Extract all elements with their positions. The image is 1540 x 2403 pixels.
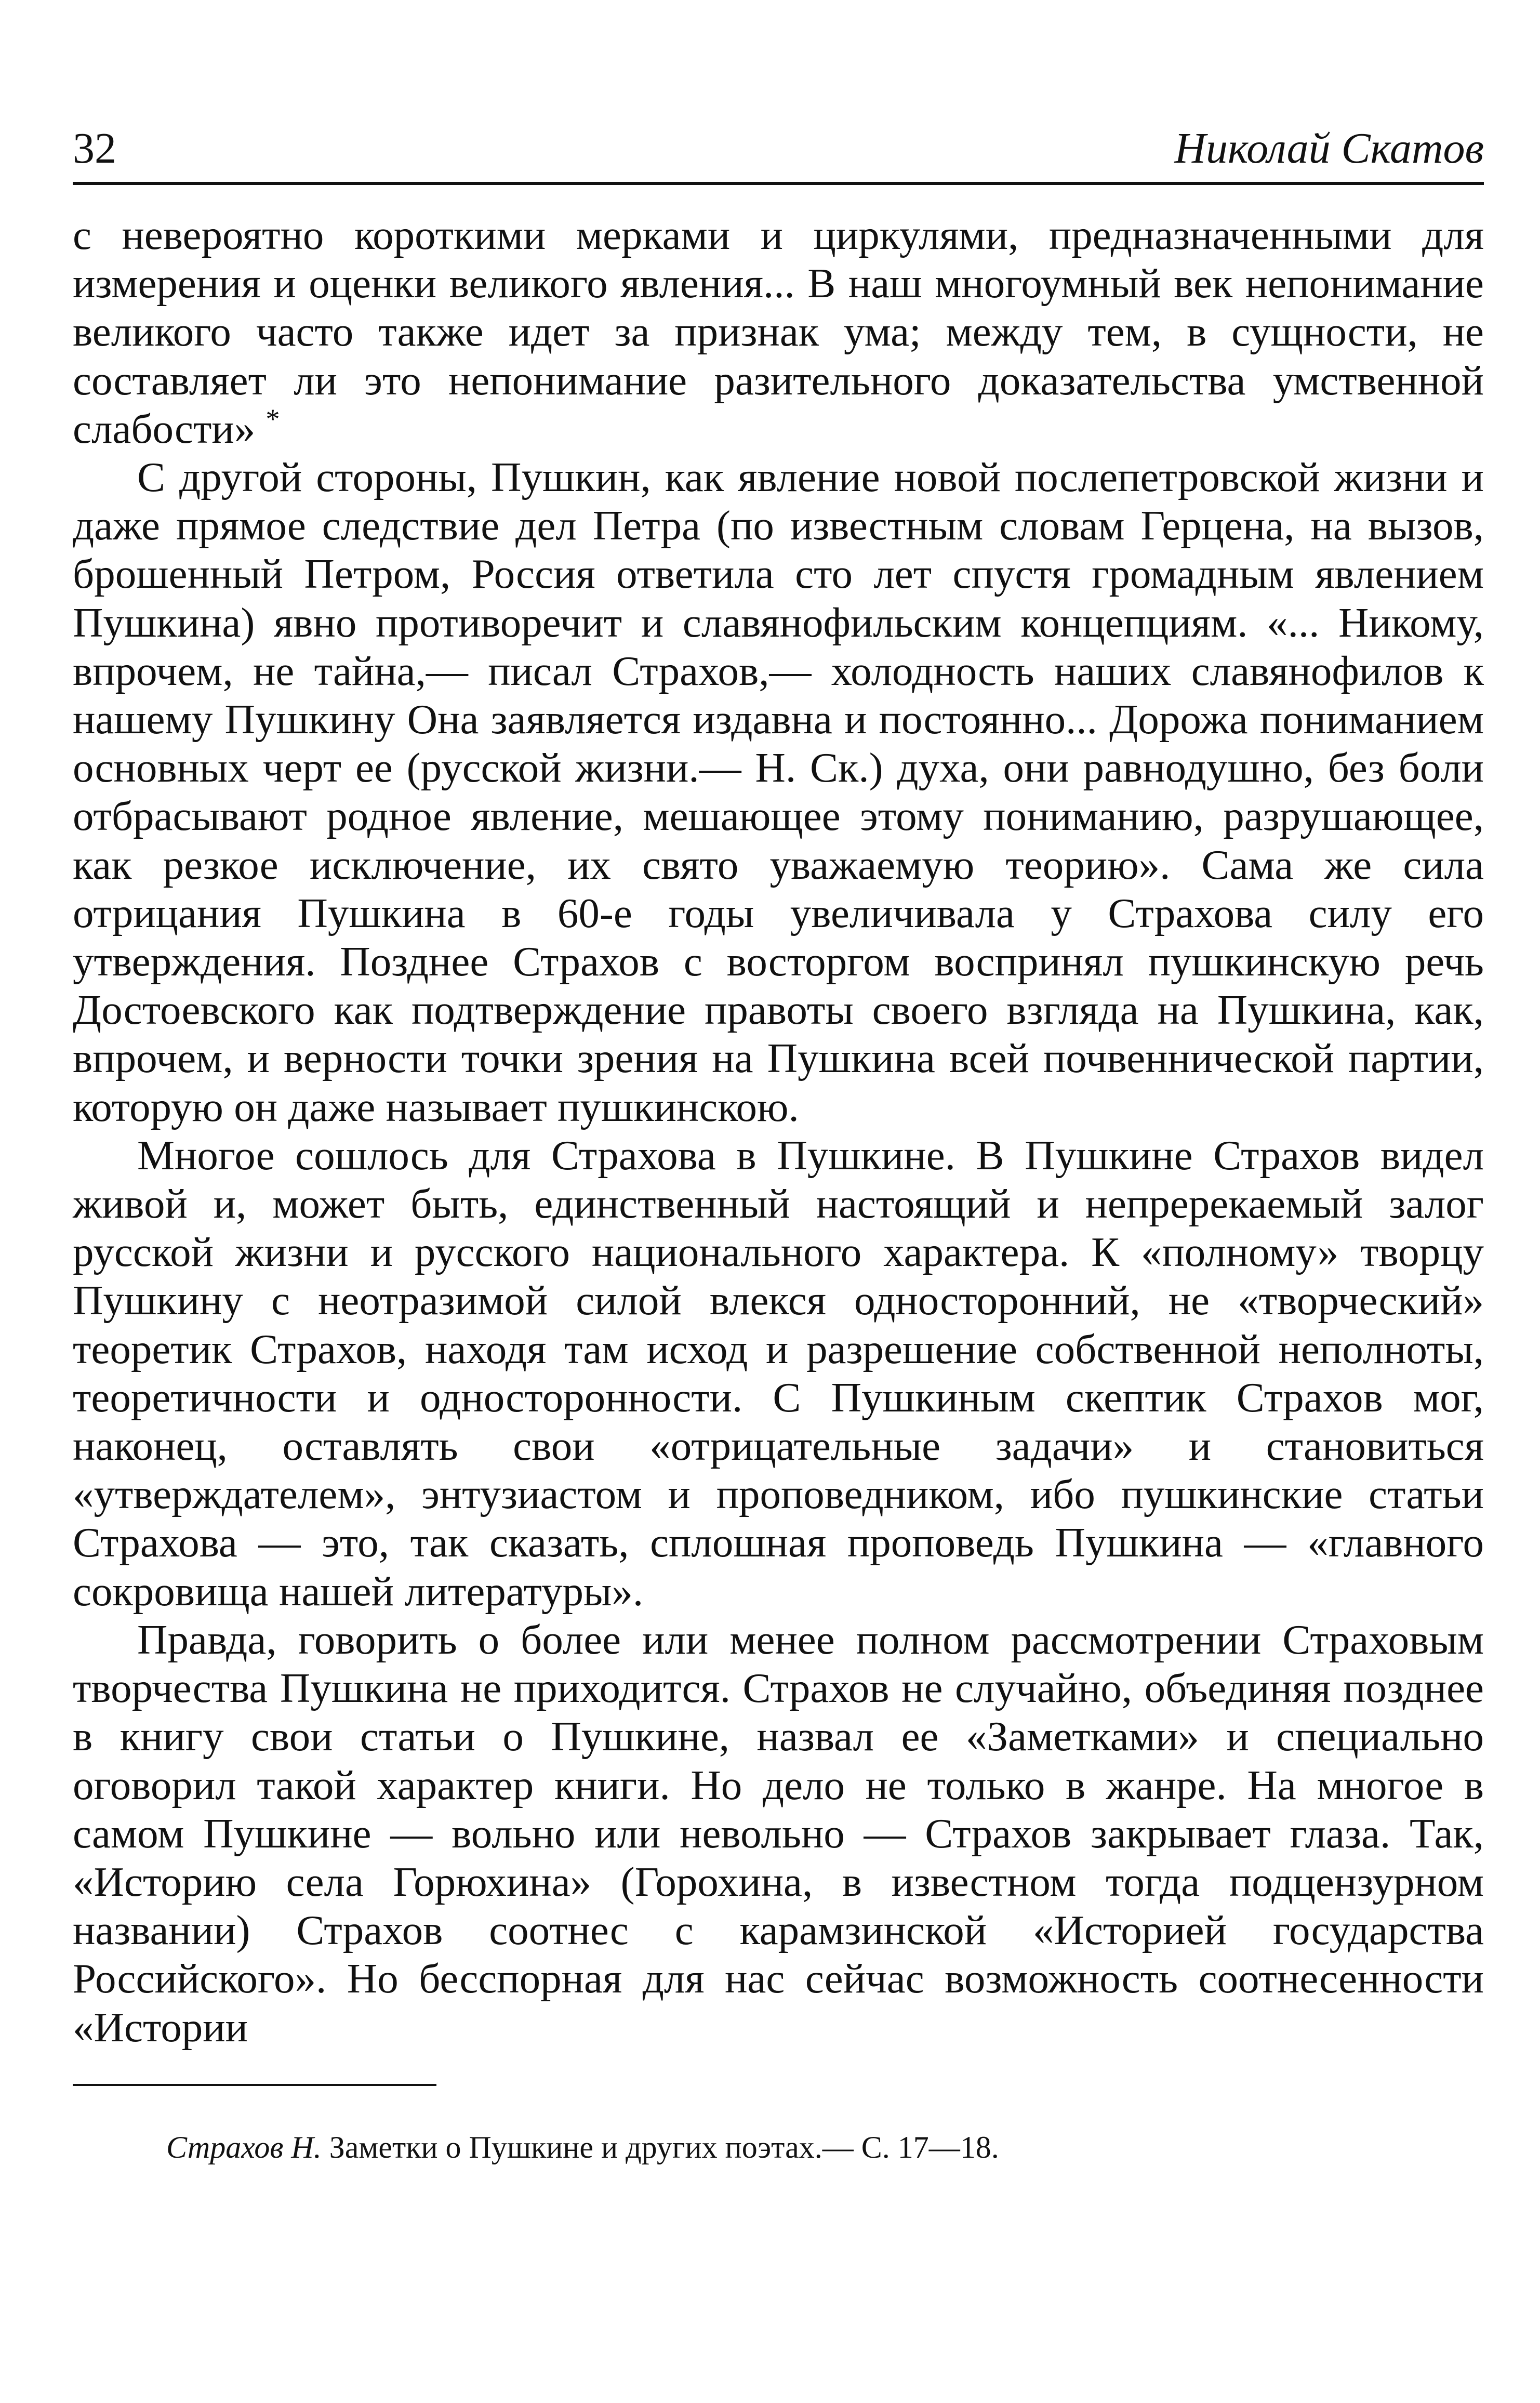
footnote-text: Заметки о Пушкине и других поэтах.— С. 17—18. xyxy=(329,2130,999,2164)
footnote-divider xyxy=(73,2084,436,2086)
footnote xyxy=(73,2127,1484,2168)
paragraph-1-text: с невероятно короткими мерками и циркулями, предназначенными для измерения и оценки великого явления... В наш многоумный век непонимание великого часто также идет за признак ума; между тем, в сущности, не составляет ли это непонимание разительного доказательства умственной слабости» xyxy=(73,212,1484,452)
main-text xyxy=(73,211,1484,2052)
running-title: Николай Скатов xyxy=(1174,124,1484,173)
footnote-marker: * xyxy=(265,403,280,434)
paragraph-2: С другой стороны, Пушкин, как явление новой послепетровской жизни и даже прямое следствие дел Петра (по известным словам Герцена, на вызов, брошенный Петром, Россия ответила сто лет спустя громадным явлением Пушкина) явно противоречит и славянофильским концепциям. «... Никому, впрочем, не тайна,— писал Страхов,— холодность наших славянофилов к нашему Пушкину Она заявляется издавна и постоянно... Дорожа пониманием основных черт ее (русской жизни.— Н. Ск.) духа, они равнодушно, без боли отбрасывают родное явление, мешающее этому пониманию, разрушающее, как резкое исключение, их свято уважаемую теорию». Сама же сила отрицания Пушкина в 60-е годы увеличивала у Страхова силу его утверждения. Позднее Страхов с восторгом воспринял пушкинскую речь Достоевского как подтверждение правоты своего взгляда на Пушкина, как, впрочем, и верности точки зрения на Пушкина всей почвеннической партии, которую он даже называет пушкинскою. xyxy=(73,454,1484,1130)
page-number: 32 xyxy=(73,124,116,173)
book-page xyxy=(73,104,1484,2168)
paragraph-3: Многое сошлось для Страхова в Пушкине. В Пушкине Страхов видел живой и, может быть, единственный настоящий и непререкаемый залог русской жизни и русского национального характера. К «полному» творцу Пушкину с неотразимой силой влекся односторонний, не «творческий» теоретик Страхов, находя там исход и разрешение собственной неполноты, теоретичности и односторонности. С Пушкиным скептик Страхов мог, наконец, оставлять свои «отрицательные задачи» и становиться «утверждателем», энтузиастом и проповедником, ибо пушкинские статьи Страхова — это, так сказать, сплошная проповедь Пушкина — «главного сокровища нашей литературы». xyxy=(73,1131,1484,1615)
paragraph-1 xyxy=(73,211,1484,453)
page-header xyxy=(73,104,1484,185)
paragraph-4: Правда, говорить о более или менее полном рассмотрении Страховым творчества Пушкина не приходится. Страхов не случайно, объединяя позднее в книгу свои статьи о Пушкине, назвал ее «Заметками» и специально оговорил такой характер книги. Но дело не только в жанре. На многое в самом Пушкине — вольно или невольно — Страхов закрывает глаза. Так, «Историю села Горюхина» (Горохина, в известном тогда подцензурном названии) Страхов соотнес с карамзинской «Историей государства Российского». Но бесспорная для нас сейчас возможность соотнесенности «Истории xyxy=(73,1616,1484,2051)
footnote-author: Страхов Н. xyxy=(166,2130,322,2164)
